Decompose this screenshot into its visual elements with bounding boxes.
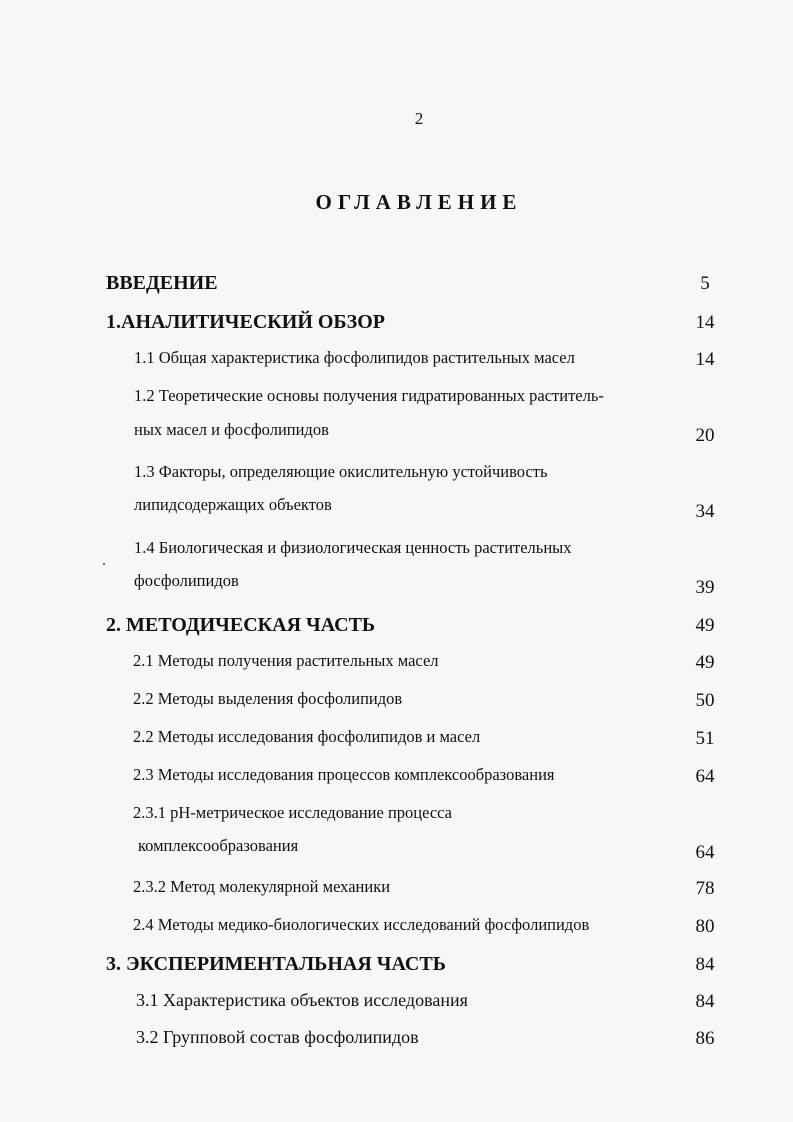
toc-page: 86 (695, 1028, 715, 1049)
toc-page: 5 (700, 273, 710, 294)
toc-page: 34 (695, 501, 715, 522)
toc-chapter-1: 1.АНАЛИТИЧЕСКИЙ ОБЗОР (106, 311, 385, 333)
toc-page: 84 (695, 991, 715, 1012)
toc-section-2-3-2: 2.3.2 Метод молекулярной механики (133, 877, 391, 896)
toc-section-2-1: 2.1 Методы получения растительных масел (133, 651, 439, 670)
toc-section-3-2: 3.2 Групповой состав фосфолипидов (136, 1027, 419, 1047)
toc-page: 64 (695, 766, 715, 787)
toc-section-1-2: 1.2 Теоретические основы получения гидратированных раститель- (134, 386, 604, 405)
toc-section-2-2b: 2.2 Методы исследования фосфолипидов и масел (133, 727, 481, 746)
toc-page: 51 (695, 728, 715, 749)
toc-section-1-2-cont: ных масел и фосфолипидов (134, 420, 329, 439)
toc-page: 39 (695, 577, 715, 598)
toc-section-1-3-cont: липидсодержащих объектов (134, 495, 332, 514)
toc-section-1-1: 1.1 Общая характеристика фосфолипидов растительных масел (134, 348, 575, 367)
toc-page: 20 (695, 425, 715, 446)
scan-speck (103, 563, 105, 565)
toc-section-2-3-1: 2.3.1 рН-метрическое исследование процесса (133, 803, 453, 822)
toc-section-1-4-cont: фосфолипидов (134, 571, 239, 590)
toc-section-3-1: 3.1 Характеристика объектов исследования (136, 990, 468, 1010)
toc-chapter-intro: ВВЕДЕНИЕ (106, 272, 218, 294)
toc-section-1-4: 1.4 Биологическая и физиологическая ценность растительных (134, 538, 572, 557)
toc-page: 78 (695, 878, 715, 899)
toc-page: 80 (695, 916, 715, 937)
toc-page: 50 (695, 690, 715, 711)
toc-chapter-3: 3. ЭКСПЕРИМЕНТАЛЬНАЯ ЧАСТЬ (106, 953, 446, 975)
toc-section-2-3-1-cont: комплексообразования (138, 836, 299, 855)
toc-page: 14 (695, 349, 715, 370)
toc-chapter-2: 2. МЕТОДИЧЕСКАЯ ЧАСТЬ (106, 614, 376, 636)
toc-page: 14 (695, 312, 715, 333)
toc-section-2-3: 2.3 Методы исследования процессов комплексообразования (133, 765, 555, 784)
toc-section-1-3: 1.3 Факторы, определяющие окислительную устойчивость (134, 462, 548, 481)
toc-page: 64 (695, 842, 715, 863)
page-title: ОГЛАВЛЕНИЕ (315, 190, 523, 214)
page-number: 2 (414, 109, 424, 128)
toc-page: 84 (695, 954, 715, 975)
toc-page: 49 (695, 652, 715, 673)
toc-section-2-4: 2.4 Методы медико-биологических исследований фосфолипидов (133, 915, 590, 934)
toc-section-2-2a: 2.2 Методы выделения фосфолипидов (133, 689, 403, 708)
toc-page: 49 (695, 615, 715, 636)
